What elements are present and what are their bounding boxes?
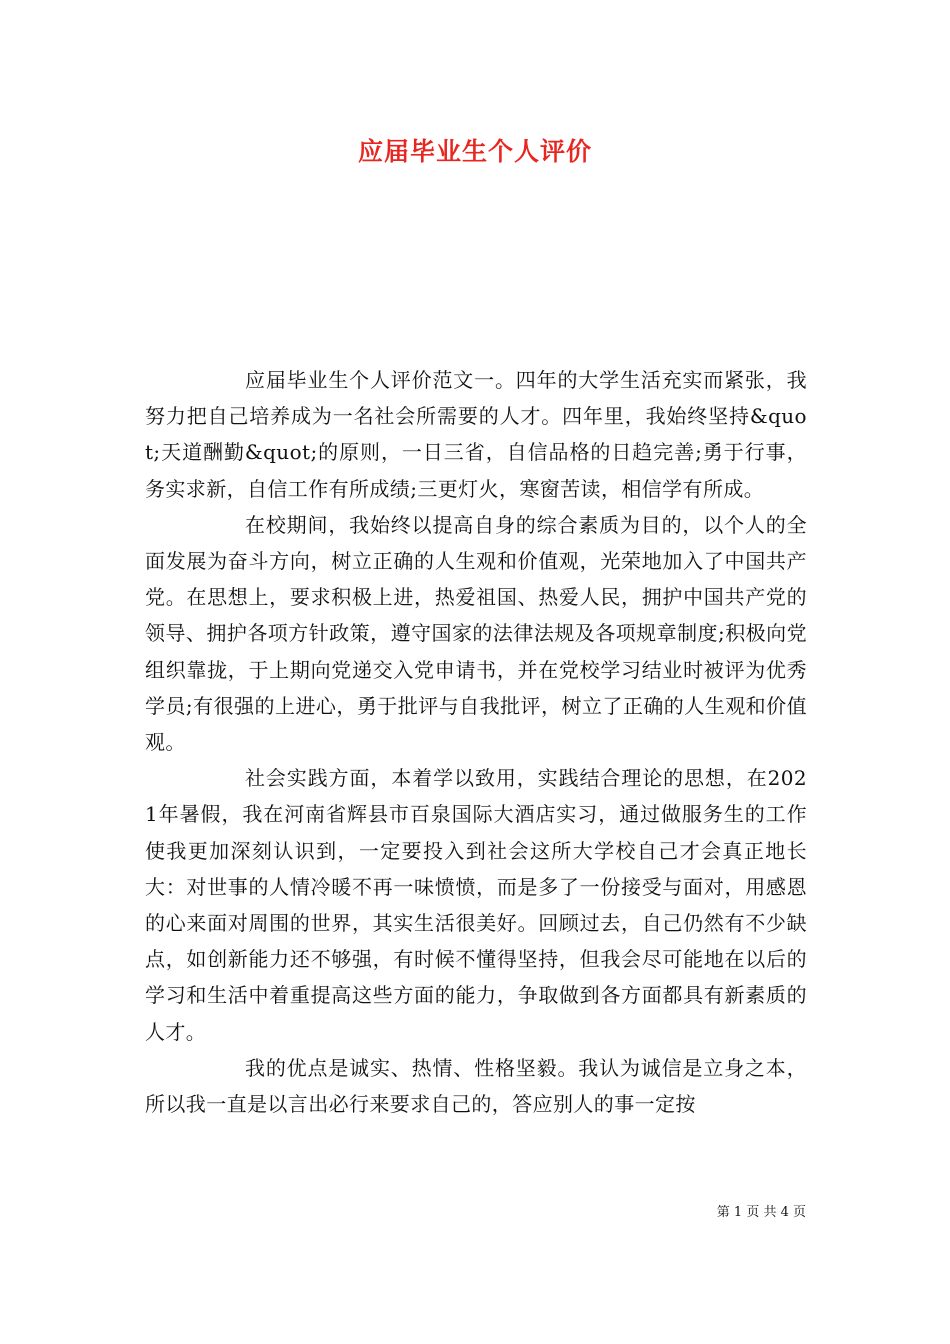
paragraph-2: 在校期间，我始终以提高自身的综合素质为目的，以个人的全面发展为奋斗方向，树立正确的人生观和价值观，光荣地加入了中国共产党。在思想上，要求积极上进，热爱祖国、热爱人民，拥护中国共产党的领导、拥护各项方针政策，遵守国家的法律法规及各项规章制度;积极向党组织靠拢，于上期向党递交入党申请书，并在党校学习结业时被评为优秀学员;有很强的上进心，勇于批评与自我批评，树立了正确的人生观和价值观。 xyxy=(145,512,807,755)
paragraph-1: 应届毕业生个人评价范文一。四年的大学生活充实而紧张，我努力把自己培养成为一名社会所需要的人才。四年里，我始终坚持&quot;天道酬勤&quot;的原则，一日三省，自信品格的日趋完善;勇于行事，务实求新，自信工作有所成绩;三更灯火，寒窗苦读，相信学有所成。 xyxy=(145,368,807,501)
page-number: 第 1 页 共 4 页 xyxy=(716,1205,806,1220)
document-title: 应届毕业生个人评价 xyxy=(357,137,592,166)
document-body xyxy=(145,362,807,1122)
paragraph-4: 我的优点是诚实、热情、性格坚毅。我认为诚信是立身之本，所以我一直是以言出必行来要求自己的，答应别人的事一定按 xyxy=(145,1055,807,1117)
paragraph-3: 社会实践方面，本着学以致用，实践结合理论的思想，在2021年暑假，我在河南省辉县市百泉国际大酒店实习，通过做服务生的工作使我更加深刻认识到，一定要投入到社会这所大学校自己才会真正地长大：对世事的人情冷暖不再一味愤愤，而是多了一份接受与面对，用感恩的心来面对周围的世界，其实生活很美好。回顾过去，自己仍然有不少缺点，如创新能力还不够强，有时候不懂得坚持，但我会尽可能地在以后的学习和生活中着重提高这些方面的能力，争取做到各方面都具有新素质的人才。 xyxy=(145,766,807,1044)
